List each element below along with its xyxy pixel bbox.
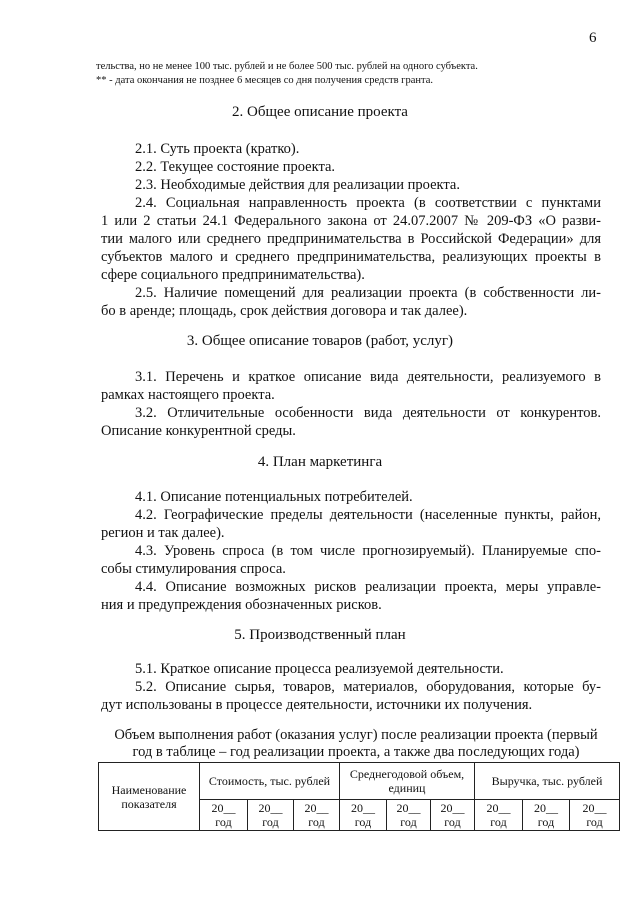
footnote-grant-date: ** - дата окончания не позднее 6 месяцев со дня получения средств гранта. — [96, 75, 433, 86]
item-4-2-line1: 4.2. Географические пределы деятельности (населенные пункты, район, — [135, 507, 601, 523]
table-header-row — [99, 763, 620, 800]
year-cell — [475, 800, 523, 831]
year-cell — [431, 800, 475, 831]
year-cell — [570, 800, 620, 831]
footnote-continuation: тельства, но не менее 100 тыс. рублей и не более 500 тыс. рублей на одного субъекта. — [96, 61, 478, 72]
year-placeholder: 20__ — [440, 801, 465, 815]
item-4-4-line2: ния и предупреждения обозначенных рисков. — [101, 597, 382, 613]
item-2-3: 2.3. Необходимые действия для реализации проекта. — [135, 177, 460, 193]
year-cell — [523, 800, 570, 831]
item-2-5-line1: 2.5. Наличие помещений для реализации проекта (в собственности ли- — [135, 285, 601, 301]
year-placeholder: 20__ — [211, 801, 236, 815]
year-cell — [340, 800, 387, 831]
year-word: год — [444, 815, 461, 829]
item-5-1: 5.1. Краткое описание процесса реализуемой деятельности. — [135, 661, 504, 677]
year-word: год — [308, 815, 325, 829]
section-5-title: 5. Производственный план — [234, 627, 406, 643]
volume-header-line2: единиц — [388, 781, 426, 795]
indicator-name-header-line2: показателя — [121, 796, 177, 811]
cost-header: Стоимость, тыс. рублей — [200, 763, 340, 800]
year-word: год — [262, 815, 279, 829]
year-word: год — [586, 815, 603, 829]
indicator-name-header-line1: Наименование — [111, 782, 187, 797]
year-word: год — [400, 815, 417, 829]
revenue-header: Выручка, тыс. рублей — [475, 763, 620, 800]
item-4-1: 4.1. Описание потенциальных потребителей. — [135, 489, 413, 505]
item-2-1: 2.1. Суть проекта (кратко). — [135, 141, 300, 157]
item-3-2-line1: 3.2. Отличительные особенности вида деятельности от конкурентов. — [135, 405, 601, 421]
year-cell — [387, 800, 431, 831]
item-2-4-line4: субъектов малого и среднего предпринимательства, реализующих проекты в — [101, 249, 601, 265]
year-placeholder: 20__ — [582, 801, 607, 815]
item-3-1-line1: 3.1. Перечень и краткое описание вида деятельности, реализуемого в — [135, 369, 601, 385]
indicator-name-header — [99, 763, 200, 831]
item-3-1-line2: рамках настоящего проекта. — [101, 387, 275, 403]
year-placeholder: 20__ — [396, 801, 421, 815]
page-number: 6 — [589, 30, 597, 46]
item-2-4-line5: сфере социального предпринимательства). — [101, 267, 365, 283]
item-3-2-line2: Описание конкурентной среды. — [101, 423, 296, 439]
item-2-2: 2.2. Текущее состояние проекта. — [135, 159, 336, 175]
item-4-2-line2: регион и так далее). — [101, 525, 225, 541]
section-3-title: 3. Общее описание товаров (работ, услуг) — [186, 333, 454, 349]
section-4-title: 4. План маркетинга — [257, 454, 383, 470]
item-5-2-line1: 5.2. Описание сырья, товаров, материалов, оборудования, которые бу- — [135, 679, 601, 695]
year-placeholder: 20__ — [258, 801, 283, 815]
year-placeholder: 20__ — [486, 801, 511, 815]
year-cell — [294, 800, 340, 831]
year-placeholder: 20__ — [534, 801, 558, 815]
table-intro-line1: Объем выполнения работ (оказания услуг) после реализации проекта (первый — [114, 727, 598, 743]
volume-header-line1: Среднегодовой объем, — [349, 767, 465, 781]
volume-header — [340, 763, 475, 800]
year-placeholder: 20__ — [351, 801, 375, 815]
work-volume-table — [98, 762, 620, 831]
item-2-5-line2: бо в аренде; площадь, срок действия договора и так далее). — [101, 303, 468, 319]
year-word: год — [537, 815, 555, 829]
item-2-4-line3: тии малого или среднего предпринимательства в Российской Федерации» для — [101, 231, 601, 247]
year-word: год — [354, 815, 372, 829]
item-2-4-line1: 2.4. Социальная направленность проекта (в соответствии с пунктами — [135, 195, 601, 211]
year-cell — [248, 800, 294, 831]
item-4-3-line1: 4.3. Уровень спроса (в том числе прогнозируемый). Планируемые спо- — [135, 543, 601, 559]
year-word: год — [215, 815, 232, 829]
year-placeholder: 20__ — [304, 801, 329, 815]
item-5-2-line2: дут использованы в процессе деятельности, источники их получения. — [101, 697, 533, 713]
item-4-4-line1: 4.4. Описание возможных рисков реализации проекта, меры управле- — [135, 579, 601, 595]
year-word: год — [490, 815, 507, 829]
item-2-4-line2: 1 или 2 статьи 24.1 Федерального закона от 24.07.2007 № 209-ФЗ «О разви- — [101, 213, 601, 229]
section-2-title: 2. Общее описание проекта — [232, 104, 408, 120]
item-4-3-line2: собы стимулирования спроса. — [101, 561, 286, 577]
year-cell — [200, 800, 248, 831]
table-intro-line2: год в таблице – год реализации проекта, а также два последующих года) — [132, 744, 580, 760]
